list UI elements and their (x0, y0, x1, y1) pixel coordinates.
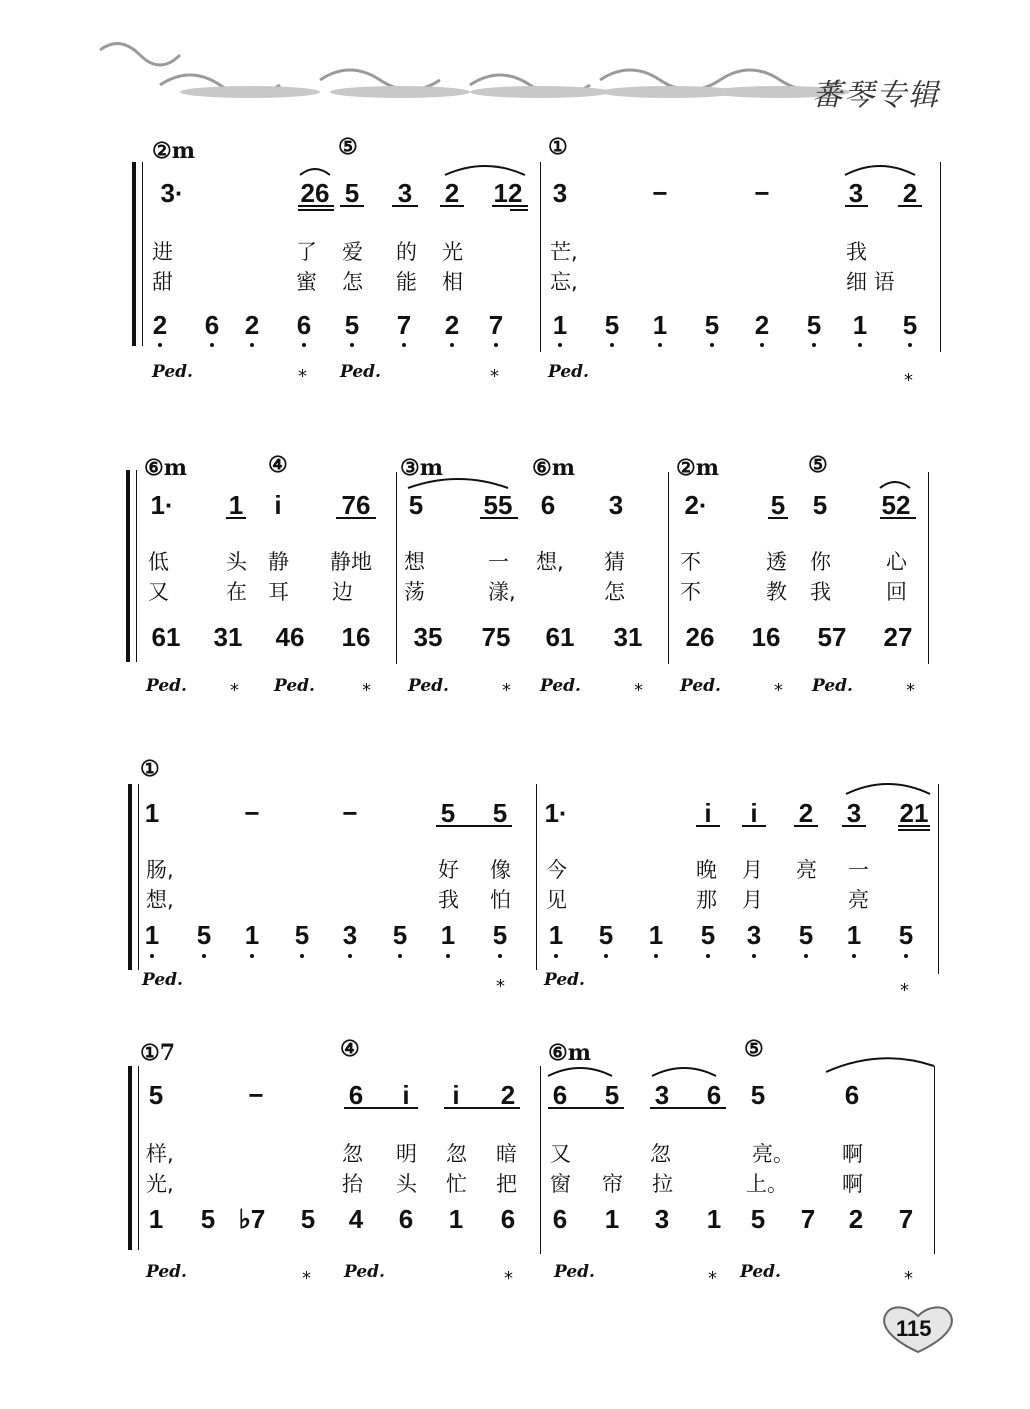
lyric-syllable: 忽 (650, 1142, 671, 1166)
melody-note: i (402, 1080, 410, 1110)
lyric-syllable: 好 (438, 858, 459, 882)
pedal-release-mark: * (496, 976, 505, 997)
lyric-syllable: 上。 (746, 1172, 788, 1196)
bass-note: 46 (275, 622, 305, 652)
bass-note: 3 (746, 920, 762, 950)
pedal-release-mark: * (634, 680, 643, 701)
melody-note: i (704, 798, 712, 828)
bass-note: 5 (300, 1204, 316, 1234)
lyric-syllable: 拉 (652, 1172, 673, 1196)
lyric-syllable: 暗 (496, 1142, 517, 1166)
lyric-syllable: 爱 (342, 240, 363, 264)
lyric-syllable: 相 (442, 270, 463, 294)
melody-note: 5 (770, 490, 786, 520)
melody-note: − (244, 798, 260, 828)
melody-note: 3 (848, 178, 864, 208)
chord-symbol: ②m (152, 138, 196, 164)
bass-note: 1 (448, 1204, 464, 1234)
pedal-mark: Ped. (554, 1262, 595, 1282)
lyric-syllable: 明 (396, 1142, 417, 1166)
page-number-badge (878, 1302, 958, 1354)
chord-symbol: ⑥m (532, 455, 576, 481)
lyric-syllable: 亮 (796, 858, 817, 882)
melody-note: 2 (902, 178, 918, 208)
chord-symbol: ⑥m (144, 455, 188, 481)
melody-note: 6 (706, 1080, 722, 1110)
bass-note: 1 (604, 1204, 620, 1234)
pedal-mark: Ped. (812, 676, 853, 696)
melody-note: 5 (604, 1080, 620, 1110)
page-number: 115 (896, 1316, 932, 1341)
lyric-syllable: 忙 (446, 1172, 467, 1196)
lyric-syllable: 肠, (146, 858, 174, 882)
lyric-syllable: 边 (332, 580, 353, 604)
pedal-release-mark: * (774, 680, 783, 701)
bass-note: 3 (654, 1204, 670, 1234)
bass-note: 75 (481, 622, 511, 652)
melody-note: 5 (148, 1080, 164, 1110)
lyric-syllable: 光 (442, 240, 463, 264)
bass-note: 1 (148, 1204, 164, 1234)
chord-symbol: ① (140, 756, 160, 782)
chord-symbol: ⑤ (808, 452, 828, 478)
bass-note: 5 (200, 1204, 216, 1234)
melody-note: 5 (344, 178, 360, 208)
bass-note: 2 (848, 1204, 864, 1234)
lyric-syllable: 月 (742, 888, 763, 912)
pedal-release-mark: * (904, 370, 913, 391)
bass-note: 1 (548, 920, 564, 950)
bass-note: 1 (440, 920, 456, 950)
lyric-syllable: 那 (696, 888, 717, 912)
melody-note: 6 (844, 1080, 860, 1110)
lyric-syllable: 细 语 (846, 270, 895, 294)
melody-note: 6 (552, 1080, 568, 1110)
lyric-syllable: 蜜 (296, 270, 317, 294)
lyric-syllable: 像 (490, 858, 511, 882)
pedal-mark: Ped. (408, 676, 449, 696)
lyric-syllable: 头 (396, 1172, 417, 1196)
melody-note: i (750, 798, 758, 828)
pedal-release-mark: * (900, 980, 909, 1001)
lyric-syllable: 晚 (696, 858, 717, 882)
lyric-syllable: 低 (148, 550, 169, 574)
melody-note: − (342, 798, 358, 828)
bass-note: 6 (500, 1204, 516, 1234)
bass-note: 6 (296, 310, 312, 340)
pedal-release-mark: * (362, 680, 371, 701)
lyric-syllable: 忽 (446, 1142, 467, 1166)
lyric-syllable: 漾, (488, 580, 516, 604)
melody-note: 55 (483, 490, 513, 520)
lyric-syllable: 怎 (342, 270, 363, 294)
melody-note: 76 (341, 490, 371, 520)
bass-note: 57 (817, 622, 847, 652)
chord-symbol: ③m (400, 455, 444, 481)
book-title: 蕃琴专辑 (812, 78, 940, 113)
chord-symbol: ⑥m (548, 1040, 592, 1066)
melody-note: 1· (150, 490, 174, 520)
bass-note: 16 (751, 622, 781, 652)
bass-note: 2 (152, 310, 168, 340)
pedal-mark: Ped. (740, 1262, 781, 1282)
pedal-mark: Ped. (544, 970, 585, 990)
chord-symbol: ① (548, 134, 568, 160)
lyric-syllable: 荡 (404, 580, 425, 604)
lyric-syllable: 窗 (550, 1172, 571, 1196)
pedal-release-mark: * (230, 680, 239, 701)
lyric-syllable: 不 (680, 580, 701, 604)
melody-note: − (754, 178, 770, 208)
lyric-syllable: 今 (546, 858, 567, 882)
lyric-syllable: 我 (810, 580, 831, 604)
melody-note: 5 (492, 798, 508, 828)
lyric-syllable: 你 (810, 550, 831, 574)
lyric-syllable: 又 (550, 1142, 571, 1166)
bass-note: 5 (902, 310, 918, 340)
melody-note: 3· (160, 178, 184, 208)
melody-note: 26 (300, 178, 330, 208)
melody-note: 3 (397, 178, 413, 208)
bass-note: 5 (898, 920, 914, 950)
lyric-syllable: 回 (886, 580, 907, 604)
bass-note: 6 (398, 1204, 414, 1234)
bass-note: 1 (852, 310, 868, 340)
bass-note: 1 (652, 310, 668, 340)
lyric-syllable: 静地 (330, 550, 372, 574)
melody-note: 1 (144, 798, 160, 828)
bass-note: 6 (552, 1204, 568, 1234)
lyric-syllable: 了 (296, 240, 317, 264)
lyric-syllable: 的 (396, 240, 417, 264)
bass-note: 1 (648, 920, 664, 950)
lyric-syllable: 能 (396, 270, 417, 294)
bass-note: ♭7 (238, 1204, 266, 1234)
lyric-syllable: 想, (536, 550, 564, 574)
bass-note: 7 (898, 1204, 914, 1234)
bass-note: 3 (342, 920, 358, 950)
lyric-syllable: 我 (846, 240, 867, 264)
melody-note: i (274, 490, 282, 520)
pedal-mark: Ped. (146, 676, 187, 696)
pedal-mark: Ped. (680, 676, 721, 696)
pedal-mark: Ped. (152, 362, 193, 382)
pedal-release-mark: * (904, 1268, 913, 1289)
pedal-mark: Ped. (540, 676, 581, 696)
pedal-release-mark: * (504, 1268, 513, 1289)
bass-note: 5 (392, 920, 408, 950)
bass-note: 1 (552, 310, 568, 340)
melody-note: 6 (348, 1080, 364, 1110)
bass-note: 35 (413, 622, 443, 652)
melody-note: 3 (608, 490, 624, 520)
bass-note: 5 (598, 920, 614, 950)
melody-note: 5 (408, 490, 424, 520)
melody-note: 5 (812, 490, 828, 520)
bass-note: 2 (444, 310, 460, 340)
lyric-syllable: 我 (438, 888, 459, 912)
chord-symbol: ④ (268, 452, 288, 478)
bass-note: 5 (294, 920, 310, 950)
bass-note: 26 (685, 622, 715, 652)
melody-note: 52 (881, 490, 911, 520)
lyric-syllable: 怕 (490, 888, 511, 912)
pedal-mark: Ped. (548, 362, 589, 382)
melody-note: 12 (493, 178, 523, 208)
lyric-syllable: 帘 (602, 1172, 623, 1196)
pedal-mark: Ped. (344, 1262, 385, 1282)
bass-note: 5 (700, 920, 716, 950)
lyric-syllable: 不 (680, 550, 701, 574)
bass-note: 31 (213, 622, 243, 652)
lyric-syllable: 透 (766, 550, 787, 574)
lyric-syllable: 芒, (550, 240, 578, 264)
lyric-syllable: 猜 (604, 550, 625, 574)
melody-note: − (652, 178, 668, 208)
lyric-syllable: 在 (226, 580, 247, 604)
lyric-syllable: 教 (766, 580, 787, 604)
pedal-mark: Ped. (146, 1262, 187, 1282)
pedal-mark: Ped. (340, 362, 381, 382)
bass-note: 27 (883, 622, 913, 652)
lyric-syllable: 想, (146, 888, 174, 912)
melody-note: i (452, 1080, 460, 1110)
lyric-syllable: 忘, (550, 270, 578, 294)
bass-note: 61 (545, 622, 575, 652)
bass-note: 5 (704, 310, 720, 340)
melody-note: 5 (440, 798, 456, 828)
lyric-syllable: 静 (268, 550, 289, 574)
lyric-syllable: 忽 (342, 1142, 363, 1166)
bass-note: 2 (754, 310, 770, 340)
chord-symbol: ②m (676, 455, 720, 481)
melody-note: 3 (552, 178, 568, 208)
lyric-syllable: 把 (496, 1172, 517, 1196)
lyric-syllable: 样, (146, 1142, 174, 1166)
bass-note: 7 (396, 310, 412, 340)
chord-symbol: ⑤ (744, 1036, 764, 1062)
lyric-syllable: 亮 (848, 888, 869, 912)
melody-note: 2 (500, 1080, 516, 1110)
melody-note: 6 (540, 490, 556, 520)
chord-symbol: ④ (340, 1036, 360, 1062)
lyric-syllable: 啊 (842, 1172, 863, 1196)
lyric-syllable: 亮。 (752, 1142, 794, 1166)
bass-note: 5 (750, 1204, 766, 1234)
melody-note: 1· (544, 798, 568, 828)
lyric-syllable: 又 (148, 580, 169, 604)
melody-note: 3 (846, 798, 862, 828)
bass-note: 2 (244, 310, 260, 340)
lyric-syllable: 月 (742, 858, 763, 882)
pedal-release-mark: * (302, 1268, 311, 1289)
bass-note: 5 (798, 920, 814, 950)
melody-note: 21 (899, 798, 929, 828)
lyric-syllable: 耳 (268, 580, 289, 604)
melody-note: 2· (684, 490, 708, 520)
chord-symbol: ⑤ (338, 134, 358, 160)
melody-note: 2 (798, 798, 814, 828)
bass-note: 5 (806, 310, 822, 340)
bass-note: 1 (706, 1204, 722, 1234)
bass-note: 5 (604, 310, 620, 340)
bass-note: 16 (341, 622, 371, 652)
bass-note: 5 (344, 310, 360, 340)
lyric-syllable: 甜 (152, 270, 173, 294)
lyric-syllable: 进 (152, 240, 173, 264)
melody-note: − (248, 1080, 264, 1110)
lyric-syllable: 一 (848, 858, 869, 882)
bass-note: 1 (846, 920, 862, 950)
bass-note: 1 (144, 920, 160, 950)
lyric-syllable: 抬 (342, 1172, 363, 1196)
bass-note: 5 (196, 920, 212, 950)
bass-note: 5 (492, 920, 508, 950)
bass-note: 7 (488, 310, 504, 340)
lyric-syllable: 头 (226, 550, 247, 574)
pedal-release-mark: * (502, 680, 511, 701)
bass-note: 61 (151, 622, 181, 652)
lyric-syllable: 怎 (604, 580, 625, 604)
pedal-release-mark: * (490, 366, 499, 387)
lyric-syllable: 想 (404, 550, 425, 574)
lyric-syllable: 见 (546, 888, 567, 912)
melody-note: 2 (444, 178, 460, 208)
chord-symbol: ①7 (140, 1040, 176, 1066)
pedal-release-mark: * (708, 1268, 717, 1289)
bass-note: 4 (348, 1204, 364, 1234)
lyric-syllable: 啊 (842, 1142, 863, 1166)
pedal-release-mark: * (906, 680, 915, 701)
lyric-syllable: 一 (488, 550, 509, 574)
bass-note: 1 (244, 920, 260, 950)
melody-note: 3 (654, 1080, 670, 1110)
melody-note: 5 (750, 1080, 766, 1110)
pedal-mark: Ped. (274, 676, 315, 696)
bass-note: 7 (800, 1204, 816, 1234)
pedal-mark: Ped. (142, 970, 183, 990)
bass-note: 31 (613, 622, 643, 652)
melody-note: 1 (228, 490, 244, 520)
bass-note: 6 (204, 310, 220, 340)
pedal-release-mark: * (298, 366, 307, 387)
lyric-syllable: 光, (146, 1172, 174, 1196)
lyric-syllable: 心 (886, 550, 907, 574)
